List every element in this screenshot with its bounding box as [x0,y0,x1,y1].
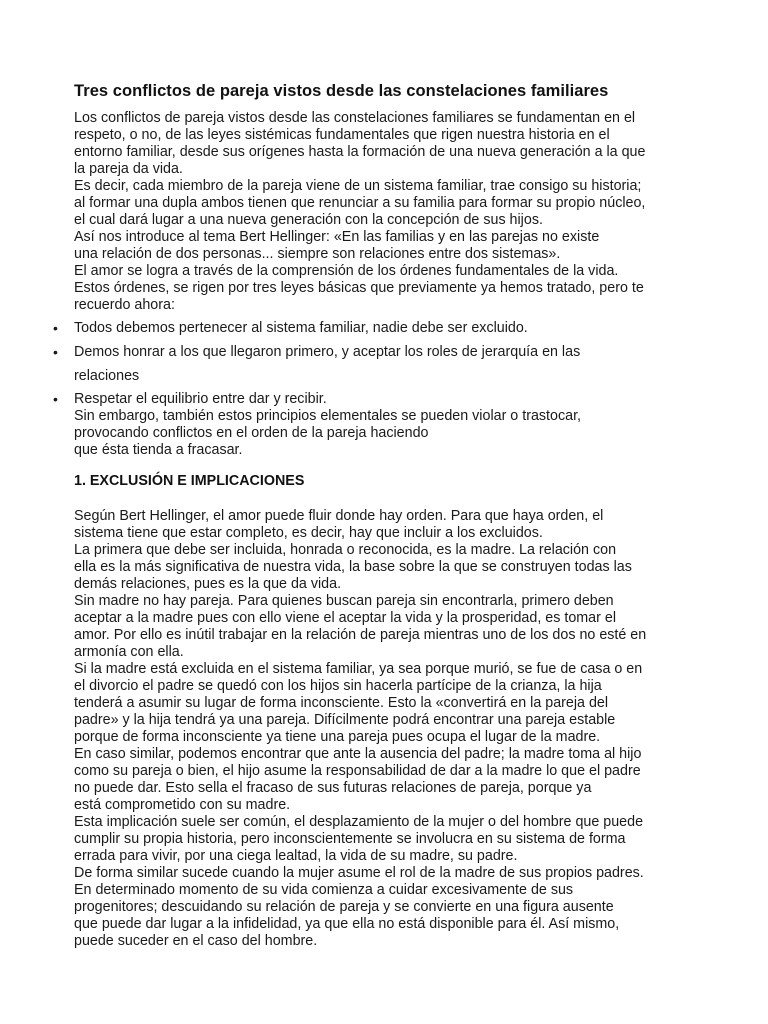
bullet-line: Demos honrar a los que llegaron primero, y aceptar los roles de jerarquía en las [74,344,581,360]
intro-line: Los conflictos de pareja vistos desde las constelaciones familiares se fundamentan en el [74,110,636,126]
section-heading: 1. EXCLUSIÓN E IMPLICACIONES [74,473,305,489]
section-line: que puede dar lugar a la infidelidad, ya que ella no está disponible para él. Así mismo, [74,916,620,932]
section-line: Esta implicación suele ser común, el desplazamiento de la mujer o del hombre que puede [74,814,644,830]
intro-line: entorno familiar, desde sus orígenes hasta la formación de una nueva generación a la que [74,144,646,160]
section-line: el divorcio el padre se quedó con los hijos sin hacerla partícipe de la crianza, la hija [74,678,602,694]
section-line: demás relaciones, pues es la que da vida. [74,576,342,592]
intro-line: la pareja da vida. [74,161,183,177]
bullet-line: relaciones [74,368,140,384]
intro-line: respeto, o no, de las leyes sistémicas fundamentales que rigen nuestra historia en el [74,127,610,143]
section-line: Sin madre no hay pareja. Para quienes buscan pareja sin encontrarla, primero deben [74,593,614,609]
bullet-line: que ésta tienda a fracasar. [74,442,243,458]
section-line: cumplir su propia historia, pero inconscientemente se involucra en su sistema de forma [74,831,626,847]
intro-line: Es decir, cada miembro de la pareja viene de un sistema familiar, trae consigo su historia; [74,178,642,194]
section-line: progenitores; descuidando su relación de pareja y se convierte en una figura ausente [74,899,614,915]
section-line: ella es la más significativa de nuestra vida, la base sobre la que se construyen todas las [74,559,632,575]
intro-line: el cual dará lugar a una nueva generación con la concepción de sus hijos. [74,212,543,228]
bullet-marker: • [53,320,58,336]
section-line: aceptar a la madre pues con ello viene el aceptar la vida y la prosperidad, es tomar el [74,610,616,626]
intro-line: El amor se logra a través de la comprensión de los órdenes fundamentales de la vida. [74,263,619,279]
bullet-marker: • [53,391,58,407]
bullet-line: provocando conflictos en el orden de la pareja haciendo [74,425,429,441]
document-title: Tres conflictos de pareja vistos desde las constelaciones familiares [74,82,609,100]
section-line: padre» y la hija tendrá ya una pareja. Difícilmente podrá encontrar una pareja estable [74,712,616,728]
section-line: amor. Por ello es inútil trabajar en la relación de pareja mientras uno de los dos no esté en [74,627,647,643]
bullet-marker: • [53,344,58,360]
bullet-line: Respetar el equilibrio entre dar y recibir. [74,391,327,407]
section-line: La primera que debe ser incluida, honrada o reconocida, es la madre. La relación con [74,542,617,558]
section-line: tenderá a asumir su lugar de forma inconsciente. Esto la «convertirá en la pareja del [74,695,609,711]
intro-line: recuerdo ahora: [74,297,175,313]
section-line: errada para vivir, por una ciega lealtad, la vida de su madre, su padre. [74,848,518,864]
section-line: De forma similar sucede cuando la mujer asume el rol de la madre de sus propios padres. [74,865,644,881]
section-line: está comprometido con su madre. [74,797,291,813]
intro-line: Así nos introduce al tema Bert Hellinger: «En las familias y en las parejas no existe [74,229,600,245]
intro-line: al formar una dupla ambos tienen que renunciar a su familia para formar su propio núcleo, [74,195,646,211]
intro-line: Estos órdenes, se rigen por tres leyes básicas que previamente ya hemos tratado, pero te [74,280,644,296]
section-line: no puede dar. Esto sella el fracaso de sus futuras relaciones de pareja, porque ya [74,780,592,796]
section-line: armonía con ella. [74,644,184,660]
bullet-line: Sin embargo, también estos principios elementales se pueden violar o trastocar, [74,408,582,424]
bullet-line: Todos debemos pertenecer al sistema familiar, nadie debe ser excluido. [74,320,528,336]
intro-line: una relación de dos personas... siempre son relaciones entre dos sistemas». [74,246,561,262]
section-line: Según Bert Hellinger, el amor puede fluir donde hay orden. Para que haya orden, el [74,508,604,524]
section-line: puede suceder en el caso del hombre. [74,933,318,949]
section-line: sistema tiene que estar completo, es decir, hay que incluir a los excluidos. [74,525,543,541]
section-line: como su pareja o bien, el hijo asume la responsabilidad de dar a la madre lo que el padre [74,763,641,779]
section-line: En caso similar, podemos encontrar que ante la ausencia del padre; la madre toma al hijo [74,746,642,762]
section-line: En determinado momento de su vida comienza a cuidar excesivamente de sus [74,882,574,898]
section-line: porque de forma inconsciente ya tiene una pareja pues ocupa el lugar de la madre. [74,729,601,745]
section-line: Si la madre está excluida en el sistema familiar, ya sea porque murió, se fue de casa o en [74,661,643,677]
